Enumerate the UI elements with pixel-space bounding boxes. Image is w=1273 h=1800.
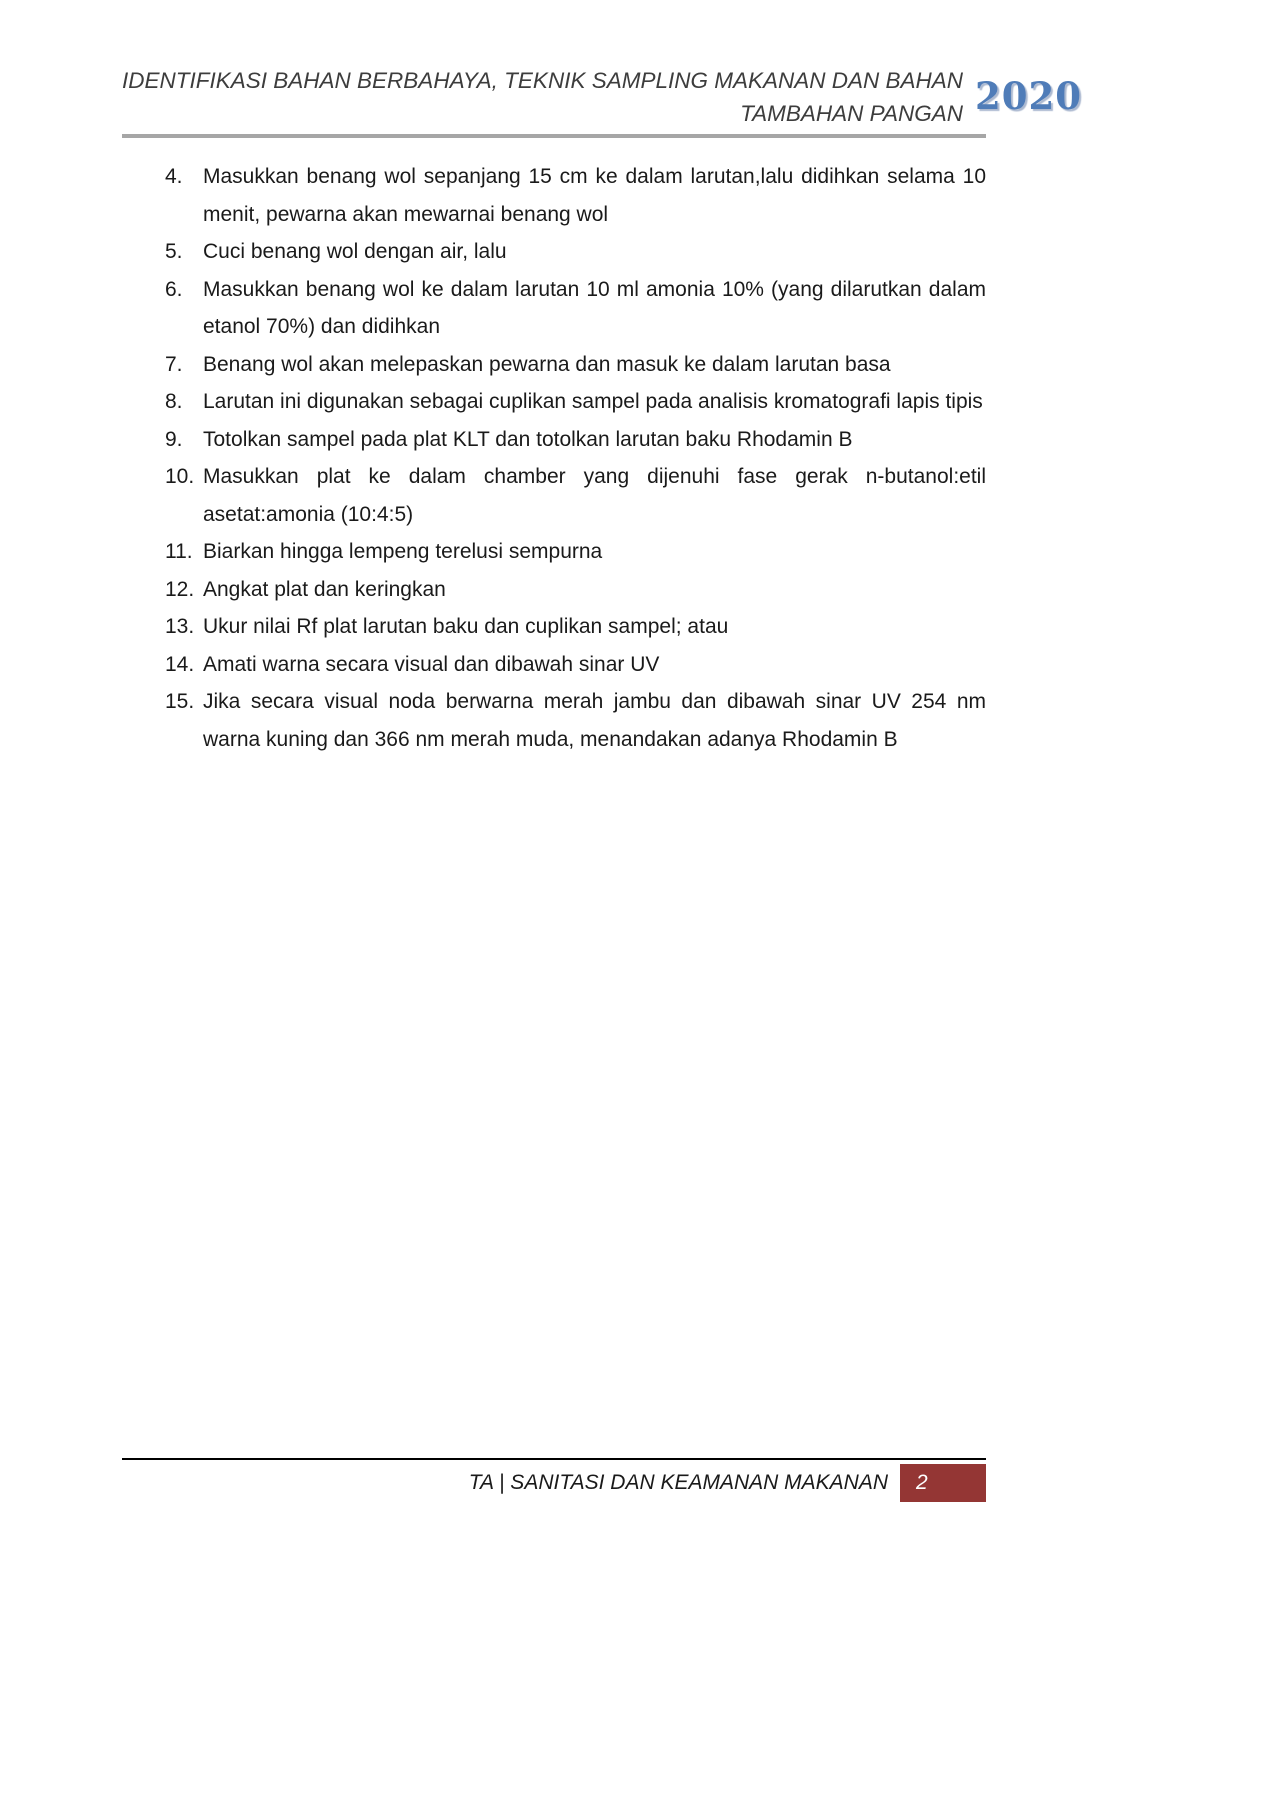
list-item xyxy=(122,571,986,609)
list-item-number: 10. xyxy=(165,465,195,488)
list-item-text: Angkat plat dan keringkan xyxy=(203,577,446,601)
list-item-text: Biarkan hingga lempeng terelusi sempurna xyxy=(203,540,603,563)
list-item xyxy=(122,233,986,271)
list-item-text: Benang wol akan melepaskan pewarna dan masuk ke dalam larutan basa xyxy=(203,352,891,376)
list-item-number: 4. xyxy=(165,165,183,188)
list-item-number: 14. xyxy=(165,652,195,676)
list-item-number: 5. xyxy=(165,240,183,263)
list-item-text: Totolkan sampel pada plat KLT dan totolkan larutan baku Rhodamin B xyxy=(203,427,853,451)
list-item xyxy=(122,383,986,421)
list-item-number: 13. xyxy=(165,615,195,638)
page-number-badge xyxy=(900,1464,986,1502)
document-header xyxy=(122,60,1083,132)
list-item-text: Masukkan benang wol sepanjang 15 cm ke dalam larutan,lalu didihkan selama 10 menit, pewarna akan mewarnai benang wol xyxy=(203,165,986,226)
header-rule xyxy=(122,134,986,138)
list-item xyxy=(122,683,986,758)
list-item-number: 15. xyxy=(165,690,195,713)
list-item-text: Masukkan benang wol ke dalam larutan 10 ml amonia 10% (yang dilarutkan dalam etanol 70%) dan didihkan xyxy=(203,277,986,338)
list-item-text: Jika secara visual noda berwarna merah jambu dan dibawah sinar UV 254 nm warna kuning dan 366 nm merah muda, menandakan adanya Rhodamin B xyxy=(203,690,986,751)
footer-label: TA | SANITASI DAN KEAMANAN MAKANAN xyxy=(468,1471,888,1494)
list-item xyxy=(122,158,986,233)
list-item-text: Cuci benang wol dengan air, lalu xyxy=(203,240,507,263)
list-item xyxy=(122,346,986,384)
list-item-number: 12. xyxy=(165,577,195,601)
header-title-line2: TAMBAHAN PANGAN xyxy=(740,101,964,126)
list-item-number: 7. xyxy=(165,352,183,376)
footer-rule xyxy=(122,1458,986,1460)
header-title xyxy=(122,60,977,132)
year-badge: 2020 xyxy=(975,74,1083,118)
list-item-text: Amati warna secara visual dan dibawah sinar UV xyxy=(203,652,660,676)
list-item-number: 11. xyxy=(165,540,193,563)
list-item-number: 8. xyxy=(165,390,183,413)
list-item xyxy=(122,533,986,571)
list-item-number: 9. xyxy=(165,427,183,451)
list-item xyxy=(122,271,986,346)
list-item xyxy=(122,458,986,533)
document-footer xyxy=(122,1458,986,1502)
page-number: 2 xyxy=(916,1471,928,1494)
list-item xyxy=(122,421,986,459)
list-item-number: 6. xyxy=(165,277,183,301)
procedure-list xyxy=(122,158,986,758)
header-title-line1: IDENTIFIKASI BAHAN BERBAHAYA, TEKNIK SAMPLING MAKANAN DAN BAHAN xyxy=(122,68,964,93)
list-item xyxy=(122,608,986,646)
footer-row xyxy=(122,1464,986,1502)
list-item xyxy=(122,646,986,684)
list-item-text: Masukkan plat ke dalam chamber yang dijenuhi fase gerak n-butanol:etil asetat:amonia (10:4:5) xyxy=(203,465,986,526)
list-item-text: Larutan ini digunakan sebagai cuplikan sampel pada analisis kromatografi lapis tipis xyxy=(203,390,983,413)
list-item-text: Ukur nilai Rf plat larutan baku dan cuplikan sampel; atau xyxy=(203,615,729,638)
